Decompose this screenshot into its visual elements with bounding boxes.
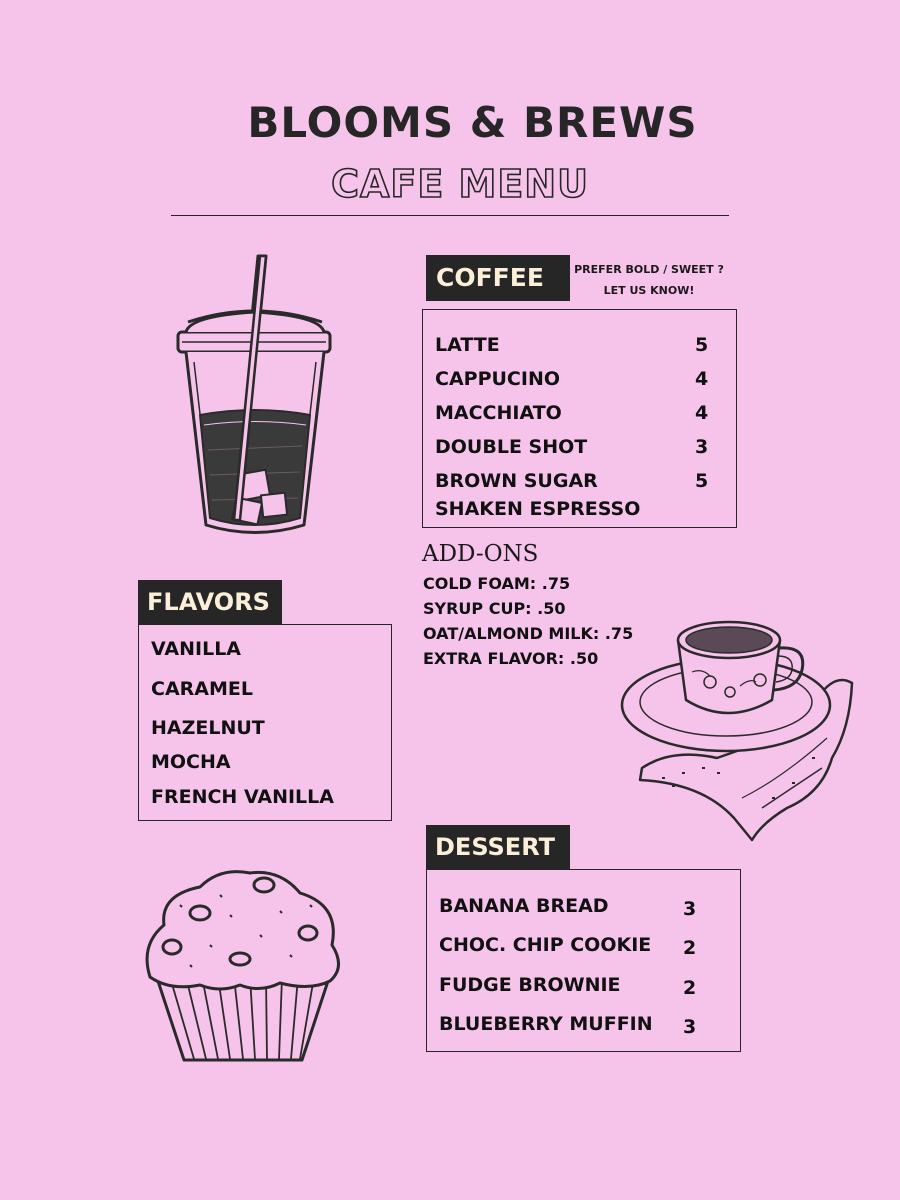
dessert-item-choc-chip-cookie: CHOC. CHIP COOKIE — [439, 934, 652, 956]
coffee-item-double-shot: DOUBLE SHOT — [435, 436, 588, 458]
flavor-item-french-vanilla: FRENCH VANILLA — [151, 786, 334, 808]
coffee-price-brown-sugar: 5 — [695, 470, 709, 492]
header-divider — [171, 215, 729, 216]
coffee-price-macchiato: 4 — [695, 402, 709, 424]
dessert-item-blueberry-muffin: BLUEBERRY MUFFIN — [439, 1013, 653, 1035]
addon-item: COLD FOAM: .75 — [423, 574, 571, 593]
flavor-item-hazelnut: HAZELNUT — [151, 717, 265, 739]
teacup-saucer-icon — [622, 608, 860, 844]
flavor-item-vanilla: VANILLA — [151, 638, 242, 660]
dessert-item-banana-bread: BANANA BREAD — [439, 895, 609, 917]
flavor-item-caramel: CARAMEL — [151, 678, 253, 700]
coffee-item-latte: LATTE — [435, 334, 500, 356]
addon-item: OAT/ALMOND MILK: .75 — [423, 624, 634, 643]
coffee-heading: COFFEE — [426, 255, 570, 301]
coffee-price-latte: 5 — [695, 334, 709, 356]
coffee-item-macchiato: MACCHIATO — [435, 402, 562, 424]
coffee-price-cappucino: 4 — [695, 368, 709, 390]
coffee-item-cappucino: CAPPUCINO — [435, 368, 560, 390]
coffee-item-shaken-espresso: SHAKEN ESPRESSO — [435, 498, 641, 520]
coffee-price-double-shot: 3 — [695, 436, 709, 458]
dessert-item-fudge-brownie: FUDGE BROWNIE — [439, 974, 621, 996]
flavor-item-mocha: MOCHA — [151, 751, 231, 773]
coffee-note-line1: PREFER BOLD / SWEET ? — [574, 263, 724, 276]
iced-coffee-cup-icon — [170, 250, 340, 545]
dessert-price-blueberry-muffin: 3 — [683, 1016, 697, 1038]
addon-item: EXTRA FLAVOR: .50 — [423, 649, 599, 668]
menu-subtitle: CAFE MENU — [331, 162, 589, 206]
coffee-note-line2: LET US KNOW! — [603, 284, 695, 297]
menu-title: BLOOMS & BREWS — [247, 98, 698, 147]
dessert-heading: DESSERT — [426, 825, 570, 870]
addons-heading: ADD-ONS — [422, 541, 539, 567]
coffee-note — [574, 259, 724, 301]
dessert-price-banana-bread: 3 — [683, 898, 697, 920]
muffin-icon — [140, 865, 346, 1065]
coffee-item-brown-sugar: BROWN SUGAR — [435, 470, 598, 492]
addon-item: SYRUP CUP: .50 — [423, 599, 566, 618]
dessert-price-fudge-brownie: 2 — [683, 977, 697, 999]
dessert-price-choc-chip-cookie: 2 — [683, 937, 697, 959]
flavors-heading: FLAVORS — [138, 580, 282, 625]
